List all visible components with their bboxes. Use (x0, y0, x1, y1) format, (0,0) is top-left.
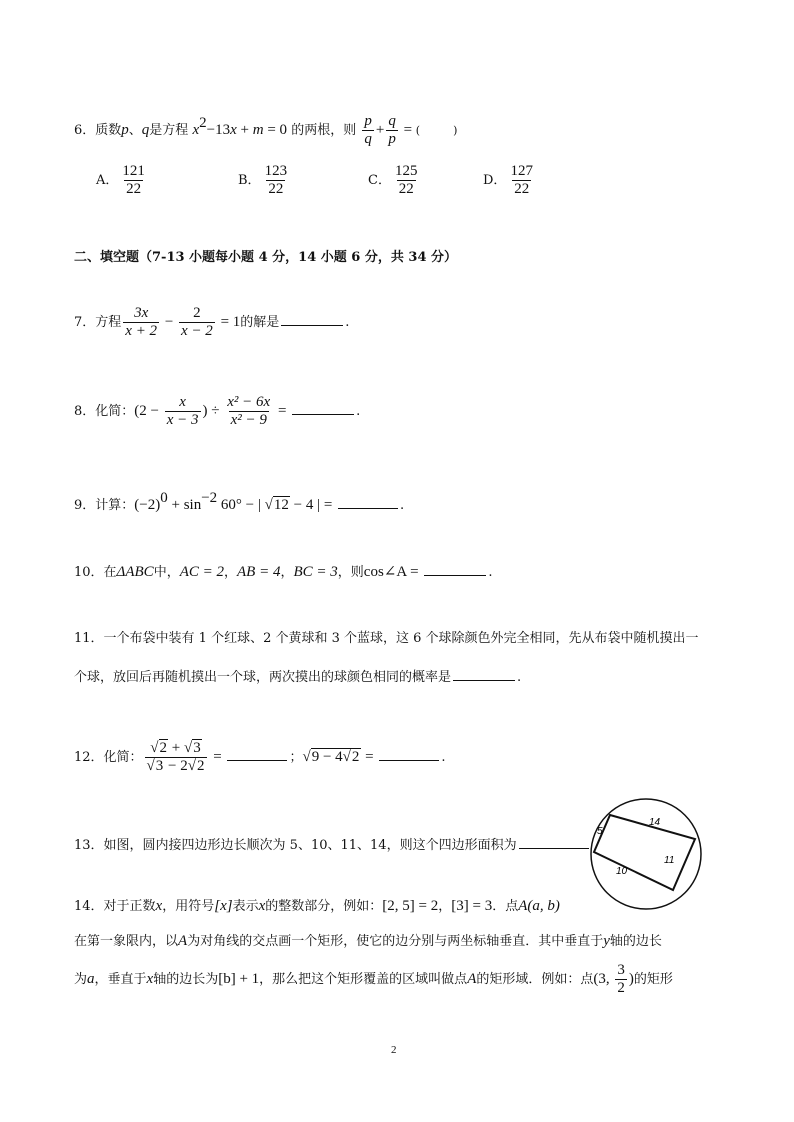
q9-expr3: 60° − | (217, 497, 265, 513)
q14-ex2: [3] = 3 (451, 898, 493, 914)
q6-sup: 2 (199, 115, 207, 131)
choice-a-den: 22 (126, 181, 142, 197)
q14-x3: x (146, 971, 154, 987)
side-label-14: 14 (649, 817, 661, 828)
choice-a-label: A． (96, 173, 119, 188)
choice-d-frac (508, 163, 535, 198)
q6-mid: 是方程 (149, 123, 189, 138)
q14-l1e: ．点 (492, 899, 519, 914)
q14-x2: x (258, 898, 266, 914)
q10-c1: ， (224, 565, 238, 580)
q14-l1c: 表示 (232, 899, 259, 914)
q12-den-a: 3 (155, 758, 164, 774)
q6-eq-m: m (252, 122, 264, 138)
q12-rad: 9 − 4√2 (311, 749, 360, 765)
question-14-line-3 (74, 962, 673, 997)
question-14-line-2 (74, 930, 662, 950)
q9-rad: 12 (273, 497, 289, 513)
q14-ex1: [2, 5] = 2 (382, 898, 439, 914)
q14-l1a: 14．对于正数 (74, 899, 156, 914)
q14-bx: [x] (214, 898, 233, 914)
q13-text: 13．如图，圆内接四边形边长顺次为 5、10、11、14，则这个四边形面积为 (74, 838, 517, 853)
q9-sup1: −2 (201, 490, 218, 506)
q9-expr4: − 4 | = (289, 497, 337, 513)
q12-rad-pre: 9 − 4 (311, 749, 343, 765)
q6-eqsign: = (399, 122, 416, 138)
q14-l2c: 轴的边长 (609, 934, 662, 949)
q7-frac2 (179, 305, 215, 340)
question-7 (74, 305, 349, 340)
q12-radical: √ (302, 749, 311, 765)
choice-d-label: D． (483, 173, 507, 188)
q7-suffix: 的解是 (240, 315, 280, 330)
q6-frac-qp (386, 113, 398, 148)
q6-frac2-num: q (388, 113, 396, 129)
q12-sep: ； (289, 750, 303, 765)
choice-b-den: 22 (268, 181, 284, 197)
question-11-line-2 (74, 666, 521, 685)
q7-frac1 (123, 305, 159, 340)
section-2-title: 二、填空题（7-13 小题每小题 4 分，14 小题 6 分，共 34 分） (74, 250, 458, 265)
q14-frac-den: 2 (617, 980, 625, 996)
q12-num: √2 + √3 (150, 740, 201, 756)
q8-end: . (356, 404, 361, 419)
q10-t2: ，则 (337, 565, 364, 580)
q11-end: . (517, 670, 522, 685)
choice-b (238, 163, 291, 198)
q14-l1b: ，用符号 (162, 899, 215, 914)
q7-minus: − (161, 314, 178, 330)
q14-pt2a: (3, (593, 971, 614, 987)
q10-c2: ， (280, 565, 294, 580)
question-10 (74, 561, 492, 581)
choice-a-frac (120, 163, 147, 198)
q10-prefix: 10．在 (74, 565, 117, 580)
side-label-5: 5 (597, 826, 603, 837)
q6-eq-rest: −13 (206, 122, 231, 138)
circle (591, 799, 701, 909)
q9-answer-blank[interactable] (338, 507, 398, 509)
q6-frac2-den: p (388, 131, 396, 147)
q14-y: y (603, 933, 610, 949)
q9-expr1: (−2) (134, 497, 161, 513)
q8-f2-num: x² − 6x (227, 394, 271, 410)
q8-eq: = (274, 403, 291, 419)
question-13 (74, 834, 591, 853)
q14-l2b: 为对角线的交点画一个矩形，使它的边分别与两坐标轴垂直．其中垂直于 (187, 934, 604, 949)
choice-c-den: 22 (398, 181, 414, 197)
q12-num-b: 3 (193, 740, 201, 756)
q9-expr2: + sin (167, 497, 202, 513)
q9-end: . (400, 498, 405, 513)
q6-eq-x2: x (230, 122, 237, 138)
choice-b-label: B． (238, 173, 261, 188)
q7-prefix: 7．方程 (74, 315, 122, 330)
page-number: 2 (391, 1044, 397, 1056)
q10-e4: cos∠A = (363, 564, 423, 580)
q12-eq: = (209, 749, 226, 765)
q10-tri: ΔABC (116, 564, 154, 580)
q6-frac1-den: q (364, 131, 372, 147)
q7-answer-blank[interactable] (281, 324, 343, 326)
q14-a: a (87, 971, 95, 987)
q10-answer-blank[interactable] (424, 574, 486, 576)
q9-radical: √ (264, 497, 273, 513)
q7-rest: = 1 (216, 314, 241, 330)
q14-l1d: 的整数部分，例如： (265, 899, 383, 914)
q6-frac-pq (362, 113, 374, 148)
q14-frac (615, 962, 627, 997)
inscribed-quadrilateral-figure (588, 796, 704, 912)
q10-e2: AB = 4 (237, 564, 281, 580)
question-14-line-1 (74, 895, 560, 915)
q9-sup0: 0 (160, 490, 168, 506)
q6-prefix: 6．质数 (74, 123, 122, 138)
q8-f1-num: x (179, 394, 186, 410)
q14-pt: A(a, b) (518, 898, 560, 914)
q8-f2-den: x² − 9 (230, 412, 267, 428)
question-9 (74, 490, 404, 514)
q8-open: (2 − (134, 403, 163, 419)
q12-den: √3 − 2√2 (145, 757, 208, 775)
q14-l3c: 轴的边长为 (153, 972, 219, 987)
question-11-line-1: 11．一个布袋中装有 1 个红球、2 个黄球和 3 个蓝球，这 6 个球除颜色外完全相同，先从布袋中随机摸出一 (74, 631, 699, 646)
q14-l2a: 在第一象限内，以 (74, 934, 179, 949)
q7-f2-num: 2 (193, 305, 201, 321)
question-6 (74, 113, 457, 148)
q6-eq-zero: = 0 (263, 122, 288, 138)
question-12 (74, 740, 446, 775)
choice-d-den: 22 (514, 181, 530, 197)
q8-close: ) ÷ (202, 403, 224, 419)
q14-l3e: 的矩形域．例如：点 (476, 972, 594, 987)
q12-rad-in: 2 (351, 749, 360, 765)
choice-b-num: 123 (264, 163, 288, 179)
q12-answer-blank-2[interactable] (379, 759, 439, 761)
choice-d (483, 163, 537, 198)
q12-prefix: 12．化简： (74, 750, 143, 765)
q12-eq2: = (361, 749, 378, 765)
q14-A2: A (467, 971, 477, 987)
q12-answer-blank-1[interactable] (227, 759, 287, 761)
choice-a-num: 121 (122, 163, 145, 179)
q8-f1-den: x − 3 (166, 412, 199, 428)
q12-num-a: 2 (159, 740, 168, 756)
q9-prefix: 9．计算： (74, 498, 135, 513)
q14-l3a: 为 (74, 972, 88, 987)
q10-end: . (488, 565, 493, 580)
q14-comma: ， (438, 899, 452, 914)
q6-sep: 、 (128, 123, 142, 138)
q6-plus: + (375, 122, 385, 138)
q8-prefix: 8．化简： (74, 404, 135, 419)
q6-eq-x: x (192, 122, 200, 138)
q8-frac1 (165, 394, 201, 429)
choice-c-frac (393, 163, 420, 198)
q7-f2-den: x − 2 (181, 323, 213, 339)
q8-frac2 (225, 394, 272, 429)
q14-l3b: ，垂直于 (94, 972, 147, 987)
choice-c-num: 125 (394, 163, 418, 179)
side-label-11: 11 (664, 855, 675, 866)
q13-answer-blank[interactable] (519, 847, 589, 849)
q6-var-q: q (141, 122, 150, 138)
q14-x1: x (155, 898, 163, 914)
q14-pt2b: ) (628, 971, 634, 987)
q7-f1-num: 3x (134, 305, 149, 321)
side-label-10: 10 (616, 866, 628, 877)
q6-frac1-num: p (364, 113, 372, 129)
choice-c-label: C． (368, 173, 391, 188)
q8-answer-blank[interactable] (292, 413, 354, 415)
choice-c (368, 163, 421, 198)
q14-l3d: ，那么把这个矩形覆盖的区域叫做点 (259, 972, 468, 987)
q10-e3: BC = 3 (293, 564, 338, 580)
q11-line2-text: 个球，放回后再随机摸出一个球，两次摸出的球颜色相同的概率是 (74, 670, 452, 685)
choice-b-frac (263, 163, 290, 198)
q10-t1: 中， (153, 565, 180, 580)
q11-answer-blank[interactable] (453, 679, 515, 681)
q14-l3f: 的矩形 (633, 972, 673, 987)
q12-den-b: 2 (196, 758, 205, 774)
q7-end: . (345, 315, 350, 330)
q7-f1-den: x + 2 (125, 323, 158, 339)
q12-frac (145, 740, 208, 775)
q6-answer-paren: ( ) (415, 124, 458, 137)
choice-a (96, 163, 149, 198)
quadrilateral (594, 815, 695, 890)
q10-e1: AC = 2 (179, 564, 224, 580)
q6-text2: 的两根，则 (291, 123, 357, 138)
choice-d-num: 127 (510, 163, 533, 179)
q14-frac-num: 3 (617, 962, 625, 978)
q14-A1: A (178, 933, 188, 949)
q6-var-p: p (121, 122, 129, 138)
q12-den-coef: − 2 (164, 758, 188, 774)
q6-eq-plus: + (236, 122, 253, 138)
q12-end: . (441, 750, 446, 765)
question-8 (74, 394, 360, 429)
q14-bb: [b] + 1 (218, 971, 260, 987)
